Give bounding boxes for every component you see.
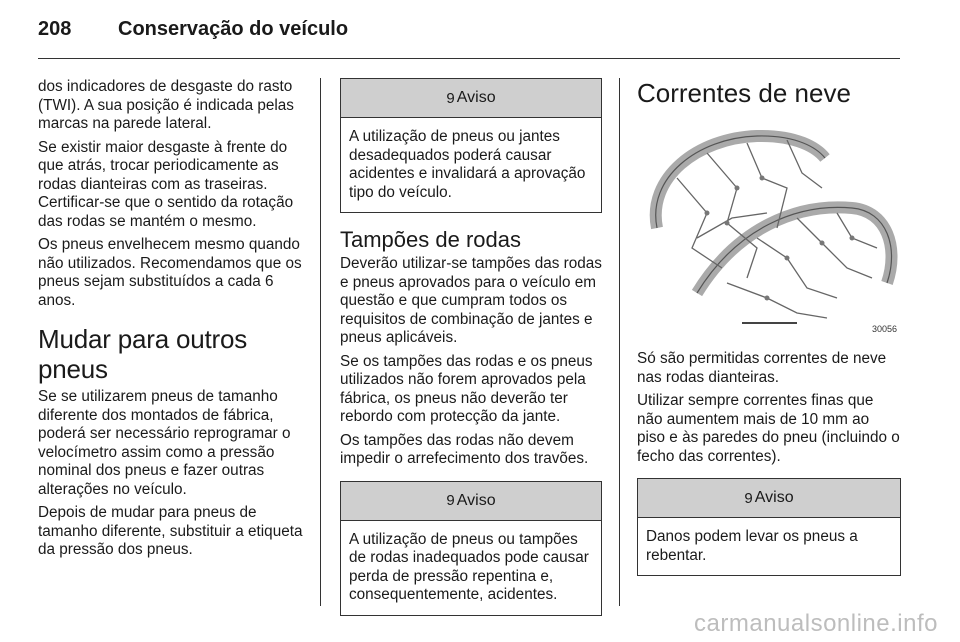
page-title: Conservação do veículo [118,18,349,40]
warning-header [341,79,601,118]
warning-text: A utilização de pneus ou tampões de rodas inadequados pode causar perda de pressão repentina e, consequentemente, acidentes. [349,530,589,603]
section-heading: Mudar para outros pneus [38,324,248,384]
column-3 [637,78,901,586]
warning-box [637,478,901,576]
figure-number: 30056 [871,324,897,334]
warning-icon: 9 [744,489,753,507]
column-2 [340,78,602,626]
warning-text: A utilização de pneus ou jantes desadequados poderá causar acidentes e invalidará a aprovação tipo do veículo. [349,128,586,201]
page-header [38,18,348,48]
paragraph: Se se utilizarem pneus de tamanho diferente dos montados de fábrica, poderá ser necessário reprogramar o velocímetro assim como a pressão nominal dos pneus e fazer outras alterações no veículo. [38,388,291,498]
paragraph: Só são permitidas correntes de neve nas rodas dianteiras. [637,350,887,386]
warning-text: Danos podem levar os pneus a rebentar. [646,528,858,564]
paragraph: Se os tampões das rodas e os pneus utilizados não forem aprovados pela fábrica, os pneus não deverão ter rebordo com protecção da jante. [340,352,593,425]
paragraph: Utilizar sempre correntes finas que não aumentem mais de 10 mm ao piso e às paredes do pneu (incluindo o fecho das correntes). [637,392,900,465]
warning-box [340,481,602,616]
warning-title: Aviso [456,89,496,106]
page-number: 208 [38,18,72,40]
warning-title: Aviso [754,489,794,506]
column-divider-2 [619,78,620,606]
paragraph: Os pneus envelhecem mesmo quando não utilizados. Recomendamos que os pneus sejam substituídos a cada 6 anos. [38,236,302,309]
section-heading: Correntes de neve [637,78,851,108]
paragraph: Os tampões das rodas não devem impedir o arrefecimento dos travões. [340,431,589,467]
paragraph: Depois de mudar para pneus de tamanho diferente, substituir a etiqueta da pressão dos pneus. [38,504,303,558]
warning-title: Aviso [456,491,496,509]
paragraph: dos indicadores de desgaste do rasto (TWI). A sua posição é indicada pelas marcas na parede lateral. [38,78,294,132]
warning-icon: 9 [446,89,455,107]
column-divider-1 [320,78,321,606]
warning-icon: 9 [446,492,455,509]
column-1 [38,78,306,565]
snow-chain-illustration [637,118,901,336]
section-heading: Tampões de rodas [340,227,521,252]
warning-box [340,78,602,213]
warning-header [341,482,601,521]
snow-chain-icon [637,118,901,336]
paragraph: Se existir maior desgaste à frente do que atrás, trocar periodicamente as rodas dianteiras com as traseiras. Certificar-se que o sentido da rotação das rodas se mantém o mesmo. [38,138,294,230]
header-divider [38,58,900,59]
paragraph: Deverão utilizar-se tampões das rodas e pneus aprovados para o veículo em questão e que cumpram todos os requisitos de combinação de jantes e pneus aplicáveis. [340,255,602,346]
watermark: carmanualsonline.info [694,610,938,637]
warning-header [638,479,900,518]
